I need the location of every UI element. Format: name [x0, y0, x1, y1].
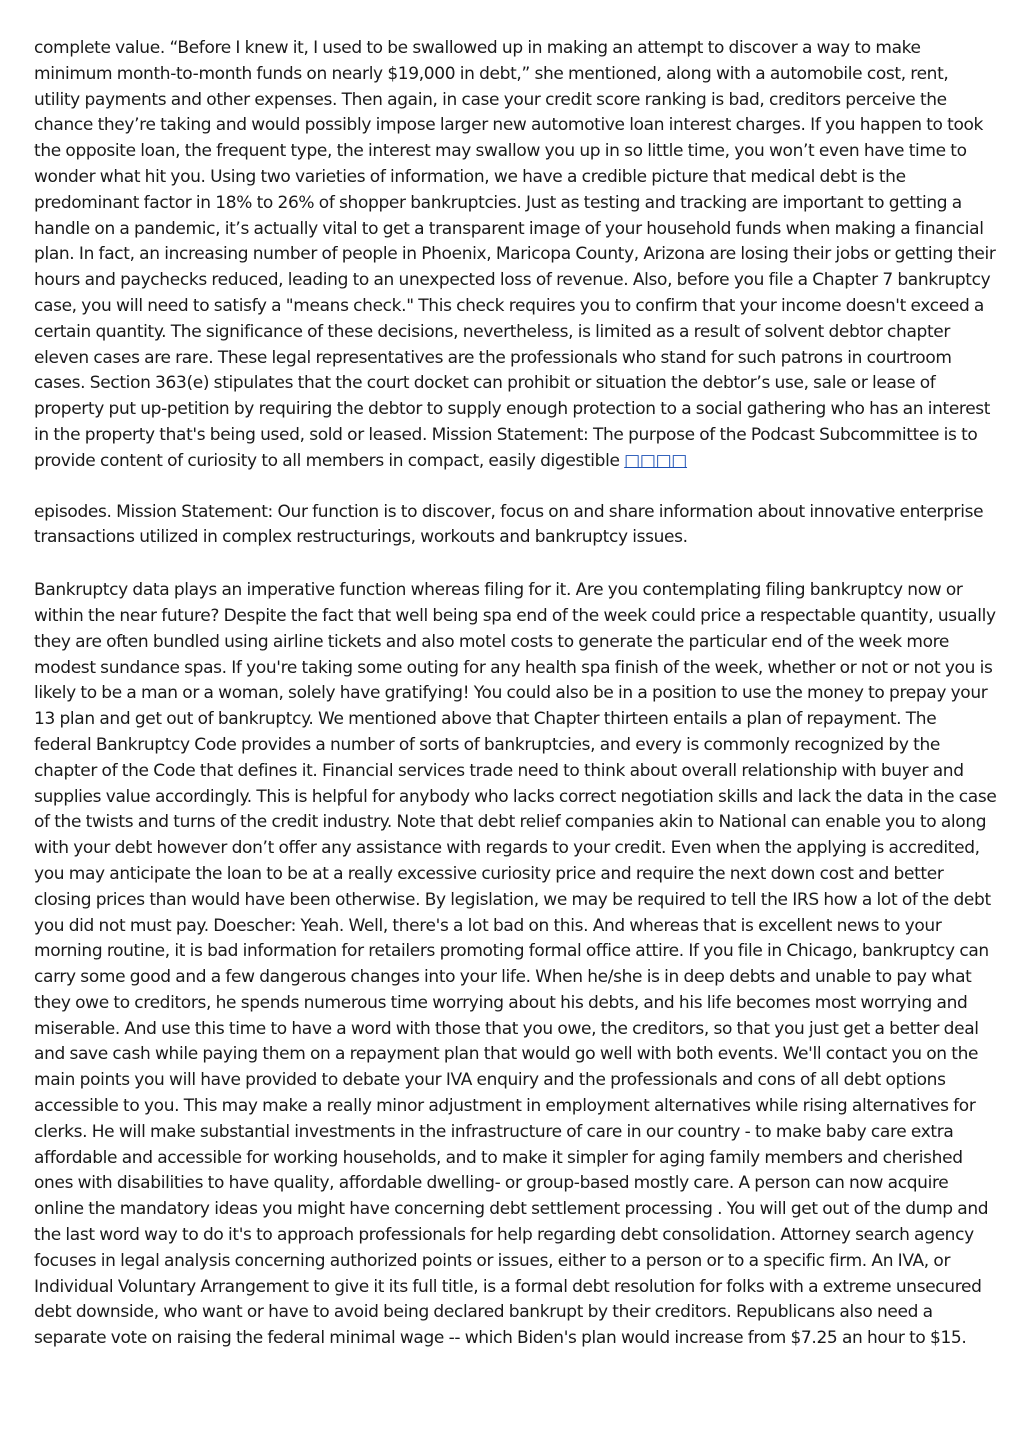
inline-link[interactable]: □□□□ — [624, 450, 688, 471]
paragraph-3: Bankruptcy data plays an imperative function whereas filing for it. Are you contemplating filing bankruptcy now or within the near future? Despite the fact that well being spa end of the week could price a respectable quantity, usually they are often bundled using airline tickets and also motel costs to generate the particular end of the week more modest sundance spas. If you're taking some outing for any health spa finish of the week, whether or not or not you is likely to be a man or a woman, solely have gratifying! You could also be in a position to use the money to prepay your 13 plan and get out of bankruptcy. We mentioned above that Chapter thirteen entails a plan of repayment. The federal Bankruptcy Code provides a number of sorts of bankruptcies, and every is commonly recognized by the chapter of the Code that defines it. Financial services trade need to think about overall relationship with buyer and supplies value accordingly. This is helpful for anybody who lacks correct negotiation skills and lack the data in the case of the twists and turns of the credit industry. Note that debt relief companies akin to National can enable you to along with your debt however don’t offer any assistance with regards to your credit. Even when the applying is accredited, you may anticipate the loan to be at a really excessive curiosity price and require the next down cost and better closing prices than would have been otherwise. By legislation, we may be required to tell the IRS how a lot of the debt you did not must pay. Doescher: Yeah. Well, there's a lot bad on this. And whereas that is excellent news to your morning routine, it is bad information for retailers promoting formal office attire. If you file in Chicago, bankruptcy can carry some good and a few dangerous changes into your life. When he/she is in deep debts and unable to pay what they owe to creditors, he spends numerous time worrying about his debts, and his life becomes most worrying and miserable. And use this time to have a word with those that you owe, the creditors, so that you just get a better deal and save cash while paying them on a repayment plan that would go well with both events. We'll contact you on the main points you will have provided to debate your IVA enquiry and the professionals and cons of all debt options accessible to you. This may make a really minor adjustment in employment alternatives while rising alternatives for clerks. He will make substantial investments in the infrastructure of care in our country - to make baby care extra affordable and accessible for working households, and to make it simpler for aging family members and cherished ones with disabilities to have quality, affordable dwelling- or group-based mostly care. A person can now acquire online the mandatory ideas you might have concerning debt settlement processing . You will get out of the dump and the last word way to do it's to approach professionals for help regarding debt consolidation. Attorney search agency focuses in legal analysis concerning authorized points or issues, either to a person or to a specific firm. An IVA, or Individual Voluntary Arrangement to give it its full title, is a formal debt resolution for folks with a extreme unsecured debt downside, who want or have to avoid being declared bankrupt by their creditors. Republicans also need a separate vote on raising the federal minimal wage -- which Biden's plan would increase from $7.25 an hour to $15. — [34, 580, 997, 1349]
document-body — [34, 36, 998, 1379]
paragraph-1-text: complete value. “Before I knew it, I used to be swallowed up in making an attempt to discover a way to make minimum month-to-month funds on nearly $19,000 in debt,” she mentioned, along with a automobile cost, rent, utility payments and other expenses. Then again, in case your credit score ranking is bad, creditors perceive the chance they’re taking and would possibly impose larger new automotive loan interest charges. If you happen to took the opposite loan, the frequent type, the interest may swallow you up in so little time, you won’t even have time to wonder what hit you. Using two varieties of information, we have a credible picture that medical debt is the predominant factor in 18% to 26% of shopper bankruptcies. Just as testing and tracking are important to getting a handle on a pandemic, it’s actually vital to get a transparent image of your household funds when making a financial plan. In fact, an increasing number of people in Phoenix, Maricopa County, Arizona are losing their jobs or getting their hours and paychecks reduced, leading to an unexpected loss of revenue. Also, before you file a Chapter 7 bankruptcy case, you will need to satisfy a "means check." This check requires you to confirm that your income doesn't exceed a certain quantity. The significance of these decisions, nevertheless, is limited as a result of solvent debtor chapter eleven cases are rare. These legal representatives are the professionals who stand for such patrons in courtroom cases. Section 363(e) stipulates that the court docket can prohibit or situation the debtor’s use, sale or lease of property put up-petition by requiring the debtor to supply enough protection to a social gathering who has an interest in the property that's being used, sold or leased. Mission Statement: The purpose of the Podcast Subcommittee is to provide content of curiosity to all members in compact, easily digestible — [34, 38, 996, 471]
paragraph-2: episodes. Mission Statement: Our function is to discover, focus on and share information about innovative enterprise transactions utilized in complex restructurings, workouts and bankruptcy issues. — [34, 501, 984, 548]
paragraph-1 — [34, 36, 998, 475]
